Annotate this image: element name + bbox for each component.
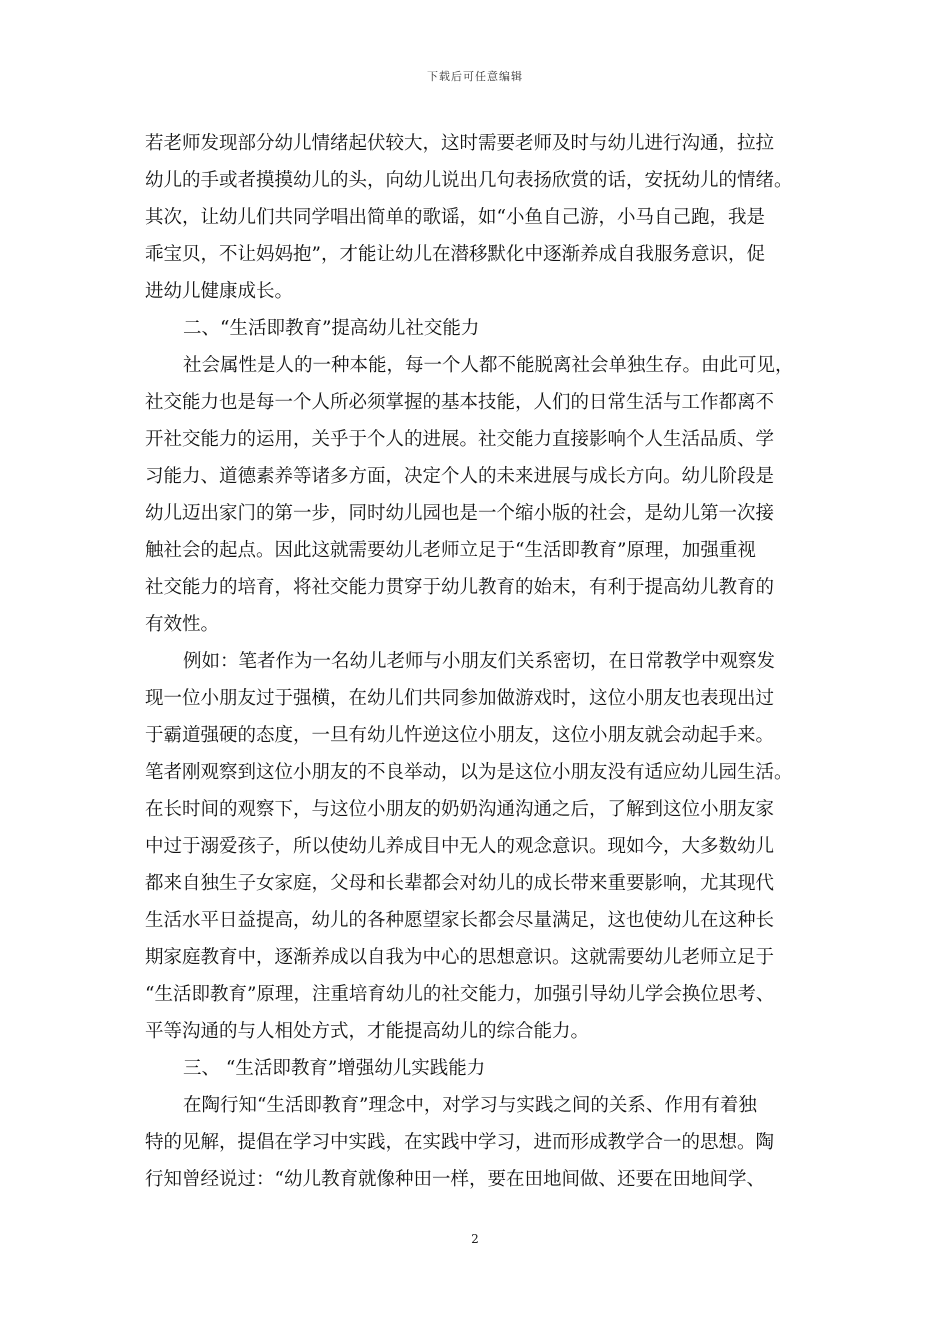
document-body — [145, 125, 807, 1198]
text-line: 触社会的起点。因此这就需要幼儿老师立足于“生活即教育”原理，加强重视 — [145, 540, 756, 561]
text-line: 若老师发现部分幼儿情绪起伏较大，这时需要老师及时与幼儿进行沟通，拉拉 — [145, 133, 775, 154]
text-line: 其次，让幼儿们共同学唱出简单的歌谣，如“小鱼自己游，小马自己跑，我是 — [145, 207, 765, 228]
text-line: 行知曾经说过：“幼儿教育就像种田一样，要在田地间做、还要在田地间学、 — [145, 1169, 765, 1190]
text-line: 开社交能力的运用，关乎于个人的进展。社交能力直接影响个人生活品质、学 — [145, 429, 775, 450]
text-line: 于霸道强硬的态度，一旦有幼儿忤逆这位小朋友，这位小朋友就会动起手来。 — [145, 725, 775, 746]
text-line: 幼儿迈出家门的第一步，同时幼儿园也是一个缩小版的社会，是幼儿第一次接 — [145, 503, 775, 524]
text-line: 习能力、道德素养等诸多方面，决定个人的未来进展与成长方向。幼儿阶段是 — [145, 466, 775, 487]
text-line: 都来自独生子女家庭，父母和长辈都会对幼儿的成长带来重要影响，尤其现代 — [145, 873, 775, 894]
page-header: 下载后可任意编辑 — [427, 70, 523, 83]
paragraph-first-line: 社会属性是人的一种本能，每一个人都不能脱离社会单独生存。由此可见， — [183, 355, 794, 376]
text-line: 期家庭教育中，逐渐养成以自我为中心的思想意识。这就需要幼儿老师立足于 — [145, 947, 775, 968]
page-number: 2 — [471, 1232, 479, 1246]
text-line: 中过于溺爱孩子，所以使幼儿养成目中无人的观念意识。现如今，大多数幼儿 — [145, 836, 775, 857]
section-heading: 二、“生活即教育”提高幼儿社交能力 — [183, 318, 480, 339]
section-heading: 三、 “生活即教育”增强幼儿实践能力 — [183, 1058, 486, 1079]
text-line: 平等沟通的与人相处方式，才能提高幼儿的综合能力。 — [145, 1021, 590, 1042]
text-line: 社交能力也是每一个人所必须掌握的基本技能，人们的日常生活与工作都离不 — [145, 392, 775, 413]
text-line: 在长时间的观察下，与这位小朋友的奶奶沟通沟通之后，了解到这位小朋友家 — [145, 799, 775, 820]
text-line: 生活水平日益提高，幼儿的各种愿望家长都会尽量满足，这也使幼儿在这种长 — [145, 910, 775, 931]
text-line: 笔者刚观察到这位小朋友的不良举动，以为是这位小朋友没有适应幼儿园生活。 — [145, 762, 793, 783]
paragraph-first-line: 在陶行知“生活即教育”理念中，对学习与实践之间的关系、作用有着独 — [183, 1095, 757, 1116]
text-line: 社交能力的培育，将社交能力贯穿于幼儿教育的始末，有利于提高幼儿教育的 — [145, 577, 775, 598]
text-line: 进幼儿健康成长。 — [145, 281, 294, 302]
paragraph-first-line: 例如：笔者作为一名幼儿老师与小朋友们关系密切，在日常教学中观察发 — [183, 651, 776, 672]
text-line: 特的见解，提倡在学习中实践，在实践中学习，进而形成教学合一的思想。陶 — [145, 1132, 775, 1153]
text-line: “生活即教育”原理，注重培育幼儿的社交能力，加强引导幼儿学会换位思考、 — [145, 984, 775, 1005]
text-line: 幼儿的手或者摸摸幼儿的头，向幼儿说出几句表扬欣赏的话，安抚幼儿的情绪。 — [145, 170, 793, 191]
text-line: 乖宝贝，不让妈妈抱”，才能让幼儿在潜移默化中逐渐养成自我服务意识，促 — [145, 244, 765, 265]
text-line: 有效性。 — [145, 614, 220, 635]
text-line: 现一位小朋友过于强横，在幼儿们共同参加做游戏时，这位小朋友也表现出过 — [145, 688, 775, 709]
